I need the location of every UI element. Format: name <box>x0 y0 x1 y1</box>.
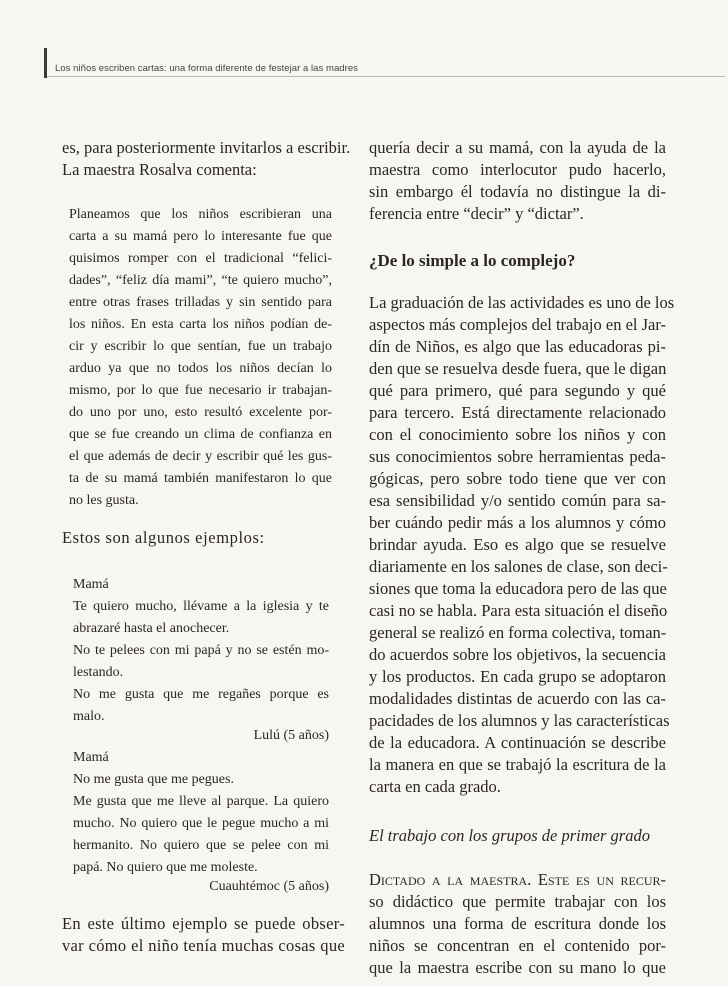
body-line: aspectos más complejos del trabajo en el Jar- <box>369 315 667 334</box>
body-line: para tercero. Está directamente relacionado <box>369 403 666 422</box>
body-line: con el conocimiento sobre los niños y con <box>369 425 666 444</box>
body-line: de la educadora. A continuación se describe <box>369 733 666 752</box>
example-line: mucho. No quiero que le pegue mucho a mi <box>73 816 329 831</box>
quote-line: cir y escribir lo que sentían, fue un trabajo <box>69 339 332 354</box>
example-line: malo. <box>73 709 105 724</box>
quote-line: Planeamos que los niños escribieran una <box>69 207 332 222</box>
body-line: esa sensibilidad y/o sentido común para sa- <box>369 491 666 510</box>
quote-line: entre otras frases trilladas y sin sentido para <box>69 295 332 310</box>
example-signature: Lulú (5 años) <box>253 728 329 743</box>
body-line: y los productos. En cada grupo se adoptaron <box>369 667 666 686</box>
quote-line: los niños. En esta carta los niños podían de- <box>69 317 332 332</box>
intro-line: es, para posteriormente invitarlos a escribir. <box>62 138 351 157</box>
example-line: Te quiero mucho, llévame a la iglesia y te <box>73 599 329 614</box>
body-line: siones que toma la educadora pero de las que <box>369 579 667 598</box>
body-line: pacidades de los alumnos y las características <box>369 711 670 730</box>
body-line: qué para primero, qué para segundo y qué <box>369 381 666 400</box>
example-line: papá. No quiero que me moleste. <box>73 860 258 875</box>
example-line: Mamá <box>73 577 109 592</box>
body-line: la manera en que se trabajó la escritura de la <box>369 755 666 774</box>
body-line: brindar ayuda. Eso es algo que se resuelve <box>369 535 666 554</box>
example-line: Me gusta que me lleve al parque. La quiero <box>73 794 329 809</box>
body-line: gógicas, pero sobre todo tiene que ver con <box>369 469 666 488</box>
example-line: No me gusta que me pegues. <box>73 772 234 787</box>
quote-line: el que además de decir y escribir qué les gus- <box>69 449 332 464</box>
body-line: quería decir a su mamá, con la ayuda de la <box>369 138 666 157</box>
example-line: lestando. <box>73 665 124 680</box>
quote-line: do uno por uno, esto resultó excelente por- <box>69 405 332 420</box>
body-line: maestra como interlocutor pudo hacerlo, <box>369 160 666 179</box>
quote-line: no les gusta. <box>69 493 139 508</box>
body-line: modalidades distintas de acuerdo con las ca- <box>369 689 666 708</box>
closing-line: var cómo el niño tenía muchas cosas que <box>62 936 345 955</box>
body-line: niños se concentran en el contenido por- <box>369 936 666 955</box>
quote-line: que se fue creando un clima de confianza en <box>69 427 332 442</box>
header-bar <box>44 48 47 78</box>
body-line: carta en cada grado. <box>369 777 501 796</box>
quote-line: mismo, por lo que fue necesario ir trabajan- <box>69 383 332 398</box>
body-line: so didáctico que permite trabajar con los <box>369 892 666 911</box>
section-heading: ¿De lo simple a lo complejo? <box>369 251 576 270</box>
quote-line: ta de su mamá también manifestaron lo que <box>69 471 332 486</box>
body-line: Dictado a la maestra. Este es un recur- <box>369 870 666 889</box>
body-line: La graduación de las actividades es uno de los <box>369 293 675 312</box>
body-line: sus conocimientos sobre herramientas peda- <box>369 447 666 466</box>
running-title: Los niños escriben cartas: una forma diferente de festejar a las madres <box>55 63 358 74</box>
quote-line: dades”, “feliz día mami”, “te quiero mucho”, <box>69 273 332 288</box>
body-line: den que se resuelva desde fuera, que le digan <box>369 359 667 378</box>
body-line: do acuerdos sobre los objetivos, la secuencia <box>369 645 666 664</box>
body-line: dín de Niños, es algo que las educadoras pi- <box>369 337 666 356</box>
example-signature: Cuauhtémoc (5 años) <box>209 879 329 894</box>
quote-line: arduo ya que no todos los niños decían lo <box>69 361 332 376</box>
closing-line: En este último ejemplo se puede obser- <box>62 914 345 933</box>
body-line: general se realizó en forma colectiva, toman- <box>369 623 667 642</box>
example-line: abrazaré hasta el anochecer. <box>73 621 230 636</box>
example-line: Mamá <box>73 750 109 765</box>
intro-line: La maestra Rosalva comenta: <box>62 160 257 179</box>
body-line: ber cuándo pedir más a los alumnos y cómo <box>369 513 666 532</box>
body-line: alumnos una forma de escritura donde los <box>369 914 666 933</box>
quote-line: quisimos romper con el tradicional “felici- <box>69 251 332 266</box>
example-line: No te pelees con mi papá y no se estén mo- <box>73 643 329 658</box>
body-line: que la maestra escribe con su mano lo que <box>369 958 666 977</box>
example-line: No me gusta que me regañes porque es <box>73 687 329 702</box>
example-line: hermanito. No quiero que se pelee con mi <box>73 838 329 853</box>
subsection-heading: El trabajo con los grupos de primer grado <box>369 826 650 845</box>
quote-line: carta a su mamá pero lo interesante fue que <box>69 229 332 244</box>
body-line: casi no se habla. Para esta situación el diseño <box>369 601 668 620</box>
body-line: diariamente en los salones de clase, son deci- <box>369 557 668 576</box>
header-rule <box>47 76 725 77</box>
body-line: sin embargo él todavía no distingue la di- <box>369 182 666 201</box>
examples-intro: Estos son algunos ejemplos: <box>62 528 265 547</box>
body-line: ferencia entre “decir” y “dictar”. <box>369 204 584 223</box>
